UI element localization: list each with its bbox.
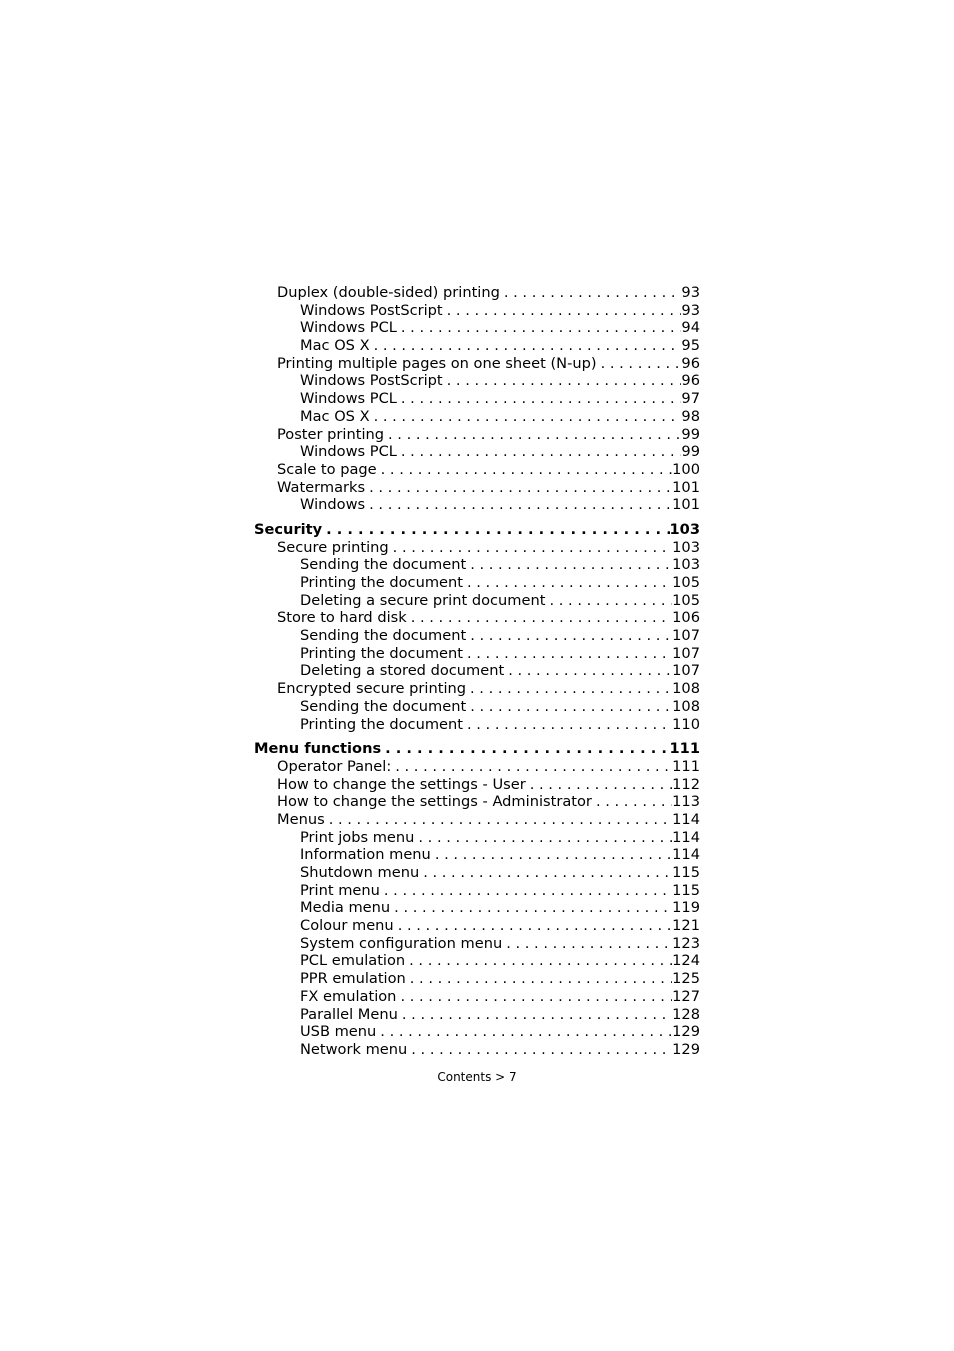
toc-entry[interactable] (254, 829, 700, 847)
toc-entry[interactable] (254, 574, 700, 592)
toc-entry[interactable] (254, 390, 700, 408)
toc-entry[interactable] (254, 627, 700, 645)
dot-leader (405, 952, 672, 970)
dot-leader (396, 988, 672, 1006)
toc-entry-label: Printing multiple pages on one sheet (N-up) (277, 354, 597, 372)
dot-leader (397, 390, 682, 408)
toc-entry[interactable] (254, 609, 700, 627)
toc-entry-label: Shutdown menu (300, 864, 420, 881)
toc-entry-label: Sending the document (300, 697, 467, 715)
dot-leader (322, 521, 669, 539)
toc-page-number: 103 (672, 556, 700, 574)
toc-page-number: 93 (681, 301, 700, 319)
toc-entry-label: Menu functions (254, 740, 382, 758)
toc-page-number: 100 (672, 460, 700, 478)
dot-leader (407, 1041, 672, 1059)
toc-entry-label: Printing the document (300, 644, 463, 662)
toc-page-number: 93 (681, 284, 700, 301)
toc-entry-label: How to change the settings - Administrator (277, 793, 592, 811)
toc-entry-label: Printing the document (300, 715, 463, 733)
dot-leader (406, 970, 672, 988)
dot-leader (466, 680, 672, 698)
toc-entry-label: Scale to page (277, 460, 377, 478)
dot-leader (592, 793, 672, 811)
toc-entry[interactable] (254, 284, 700, 302)
toc-entry-label: USB menu (300, 1023, 377, 1041)
toc-entry[interactable] (254, 758, 700, 776)
dot-leader (463, 574, 672, 592)
toc-entry-label: Security (254, 520, 323, 538)
toc-entry[interactable] (254, 1041, 700, 1059)
dot-leader (407, 609, 672, 627)
toc-page-number: 114 (672, 828, 700, 846)
toc-entry-label: Sending the document (300, 556, 467, 574)
dot-leader (370, 337, 682, 355)
toc-entry-label: Windows PCL (300, 319, 397, 337)
toc-entry-label: Deleting a stored document (300, 662, 505, 680)
toc-page-number: 96 (681, 354, 700, 372)
toc-entry[interactable] (254, 970, 700, 988)
toc-entry-label: FX emulation (300, 987, 397, 1005)
dot-leader (380, 882, 672, 900)
dot-leader (431, 846, 672, 864)
toc-entry[interactable] (254, 496, 700, 514)
toc-page-number: 99 (681, 425, 700, 443)
toc-entry-label: Poster printing (277, 425, 385, 443)
toc-entry[interactable] (254, 776, 700, 794)
toc-entry-label: Encrypted secure printing (277, 680, 467, 698)
toc-page-number: 124 (672, 952, 700, 970)
toc-entry-label: Windows PCL (300, 390, 397, 408)
toc-entry[interactable] (254, 917, 700, 935)
toc-entry-label: Print jobs menu (300, 828, 415, 846)
toc-entry[interactable] (254, 935, 700, 953)
toc-entry[interactable] (254, 662, 700, 680)
dot-leader (381, 740, 669, 758)
dot-leader (398, 1006, 672, 1024)
toc-page-number: 94 (681, 319, 700, 337)
toc-entry[interactable] (254, 952, 700, 970)
dot-leader (443, 302, 682, 320)
toc-page-number: 108 (672, 697, 700, 715)
toc-entry-label: Store to hard disk (277, 609, 407, 627)
toc-page-number: 112 (672, 775, 700, 793)
toc-page-number: 115 (672, 864, 700, 881)
dot-leader (370, 408, 682, 426)
dot-leader (390, 899, 672, 917)
toc-entry-label: Watermarks (277, 478, 366, 496)
toc-entry-label: Windows PostScript (300, 372, 443, 390)
dot-leader (397, 443, 682, 461)
toc-page-number: 113 (672, 793, 700, 811)
toc-page-number: 129 (672, 1040, 700, 1058)
toc-entry[interactable] (254, 882, 700, 900)
toc-entry[interactable] (254, 539, 700, 557)
toc-entry-label: System configuration menu (300, 934, 503, 952)
toc-page-number: 119 (672, 899, 700, 917)
toc-entry[interactable] (254, 1006, 700, 1024)
dot-leader (419, 864, 672, 882)
toc-entry-label: Media menu (300, 899, 391, 917)
toc-entry-label: PCL emulation (300, 952, 406, 970)
dot-leader (389, 539, 672, 557)
dot-leader (376, 1023, 672, 1041)
dot-leader (466, 627, 672, 645)
toc-entry-label: PPR emulation (300, 970, 406, 988)
toc-entry-label: Colour menu (300, 917, 394, 935)
toc-page-number: 121 (672, 917, 700, 935)
toc-entry[interactable] (254, 899, 700, 917)
toc-section (254, 284, 700, 514)
toc-page-number: 128 (672, 1005, 700, 1023)
toc-entry[interactable] (254, 1023, 700, 1041)
toc-entry-label: Parallel Menu (300, 1005, 398, 1023)
dot-leader (414, 829, 672, 847)
toc-section (254, 740, 700, 1058)
toc-entry-label: Sending the document (300, 627, 467, 645)
toc-page-number: 110 (672, 715, 700, 733)
toc-entry-label: Secure printing (277, 538, 389, 556)
toc-page-number: 99 (681, 443, 700, 461)
dot-leader (502, 935, 672, 953)
toc-entry-label: Mac OS X (300, 337, 370, 355)
toc-page-number: 107 (672, 662, 700, 680)
toc-page-number: 106 (672, 609, 700, 627)
toc-page-number: 127 (672, 987, 700, 1005)
dot-leader (466, 556, 672, 574)
toc-page-number: 107 (672, 644, 700, 662)
toc-entry-label: Operator Panel: (277, 757, 392, 775)
table-of-contents (254, 284, 700, 1059)
dot-leader (463, 645, 672, 663)
toc-page-number: 107 (672, 627, 700, 645)
toc-entry[interactable] (254, 698, 700, 716)
toc-entry[interactable] (254, 592, 700, 610)
toc-entry[interactable] (254, 408, 700, 426)
dot-leader (466, 698, 672, 716)
toc-page-number: 101 (672, 496, 700, 514)
toc-entry[interactable] (254, 556, 700, 574)
toc-entry-label: Mac OS X (300, 407, 370, 425)
dot-leader (443, 372, 682, 390)
toc-entry-label: Duplex (double-sided) printing (277, 284, 500, 301)
toc-entry[interactable] (254, 680, 700, 698)
toc-entry-label: Windows (300, 496, 366, 514)
toc-page-number: 103 (672, 538, 700, 556)
toc-page-number: 105 (672, 591, 700, 609)
toc-entry-label: Information menu (300, 846, 431, 864)
toc-section (254, 521, 700, 733)
toc-entry[interactable] (254, 811, 700, 829)
toc-entry[interactable] (254, 645, 700, 663)
toc-entry[interactable] (254, 302, 700, 320)
toc-entry[interactable] (254, 426, 700, 444)
toc-page-number: 129 (672, 1023, 700, 1041)
toc-page-number: 114 (672, 846, 700, 864)
dot-leader (504, 662, 672, 680)
toc-entry[interactable] (254, 372, 700, 390)
toc-entry[interactable] (254, 864, 700, 882)
dot-leader (597, 355, 682, 373)
toc-page-number: 105 (672, 574, 700, 591)
toc-entry-label: Menus (277, 810, 325, 828)
dot-leader (391, 758, 672, 776)
toc-entry[interactable] (254, 479, 700, 497)
toc-entry[interactable] (254, 319, 700, 337)
toc-page-number: 98 (681, 407, 700, 425)
toc-entry-label: Network menu (300, 1040, 408, 1058)
dot-leader (384, 426, 681, 444)
toc-entry-label: Deleting a secure print document (300, 591, 546, 609)
toc-entry[interactable] (254, 846, 700, 864)
toc-page-number: 111 (669, 740, 700, 758)
toc-page-number: 96 (681, 372, 700, 390)
toc-entry[interactable] (254, 461, 700, 479)
toc-page-number: 97 (681, 390, 700, 408)
toc-page-number: 108 (672, 680, 700, 698)
toc-page-number: 114 (672, 810, 700, 828)
dot-leader (394, 917, 672, 935)
toc-entry-label: Print menu (300, 881, 380, 899)
toc-entry-label: Windows PostScript (300, 301, 443, 319)
toc-page-number: 123 (672, 934, 700, 952)
toc-entry[interactable] (254, 988, 700, 1006)
toc-page-number: 101 (672, 478, 700, 496)
toc-entry[interactable] (254, 716, 700, 734)
dot-leader (397, 319, 682, 337)
dot-leader (325, 811, 672, 829)
dot-leader (365, 496, 672, 514)
toc-page-number: 125 (672, 970, 700, 988)
toc-entry-label: Printing the document (300, 574, 463, 591)
dot-leader (500, 284, 682, 302)
toc-chapter-heading[interactable] (254, 521, 700, 539)
toc-page-number: 103 (669, 520, 700, 538)
page-footer: Contents > 7 (437, 1070, 517, 1084)
toc-entry[interactable] (254, 355, 700, 373)
toc-entry[interactable] (254, 443, 700, 461)
dot-leader (377, 461, 672, 479)
dot-leader (545, 592, 672, 610)
dot-leader (526, 776, 672, 794)
dot-leader (463, 716, 672, 734)
dot-leader (365, 479, 672, 497)
toc-entry[interactable] (254, 793, 700, 811)
toc-entry[interactable] (254, 337, 700, 355)
toc-chapter-heading[interactable] (254, 740, 700, 758)
toc-entry-label: How to change the settings - User (277, 775, 526, 793)
toc-entry-label: Windows PCL (300, 443, 397, 461)
toc-page-number: 111 (672, 757, 700, 775)
toc-page-number: 95 (681, 337, 700, 355)
toc-page-number: 115 (672, 881, 700, 899)
